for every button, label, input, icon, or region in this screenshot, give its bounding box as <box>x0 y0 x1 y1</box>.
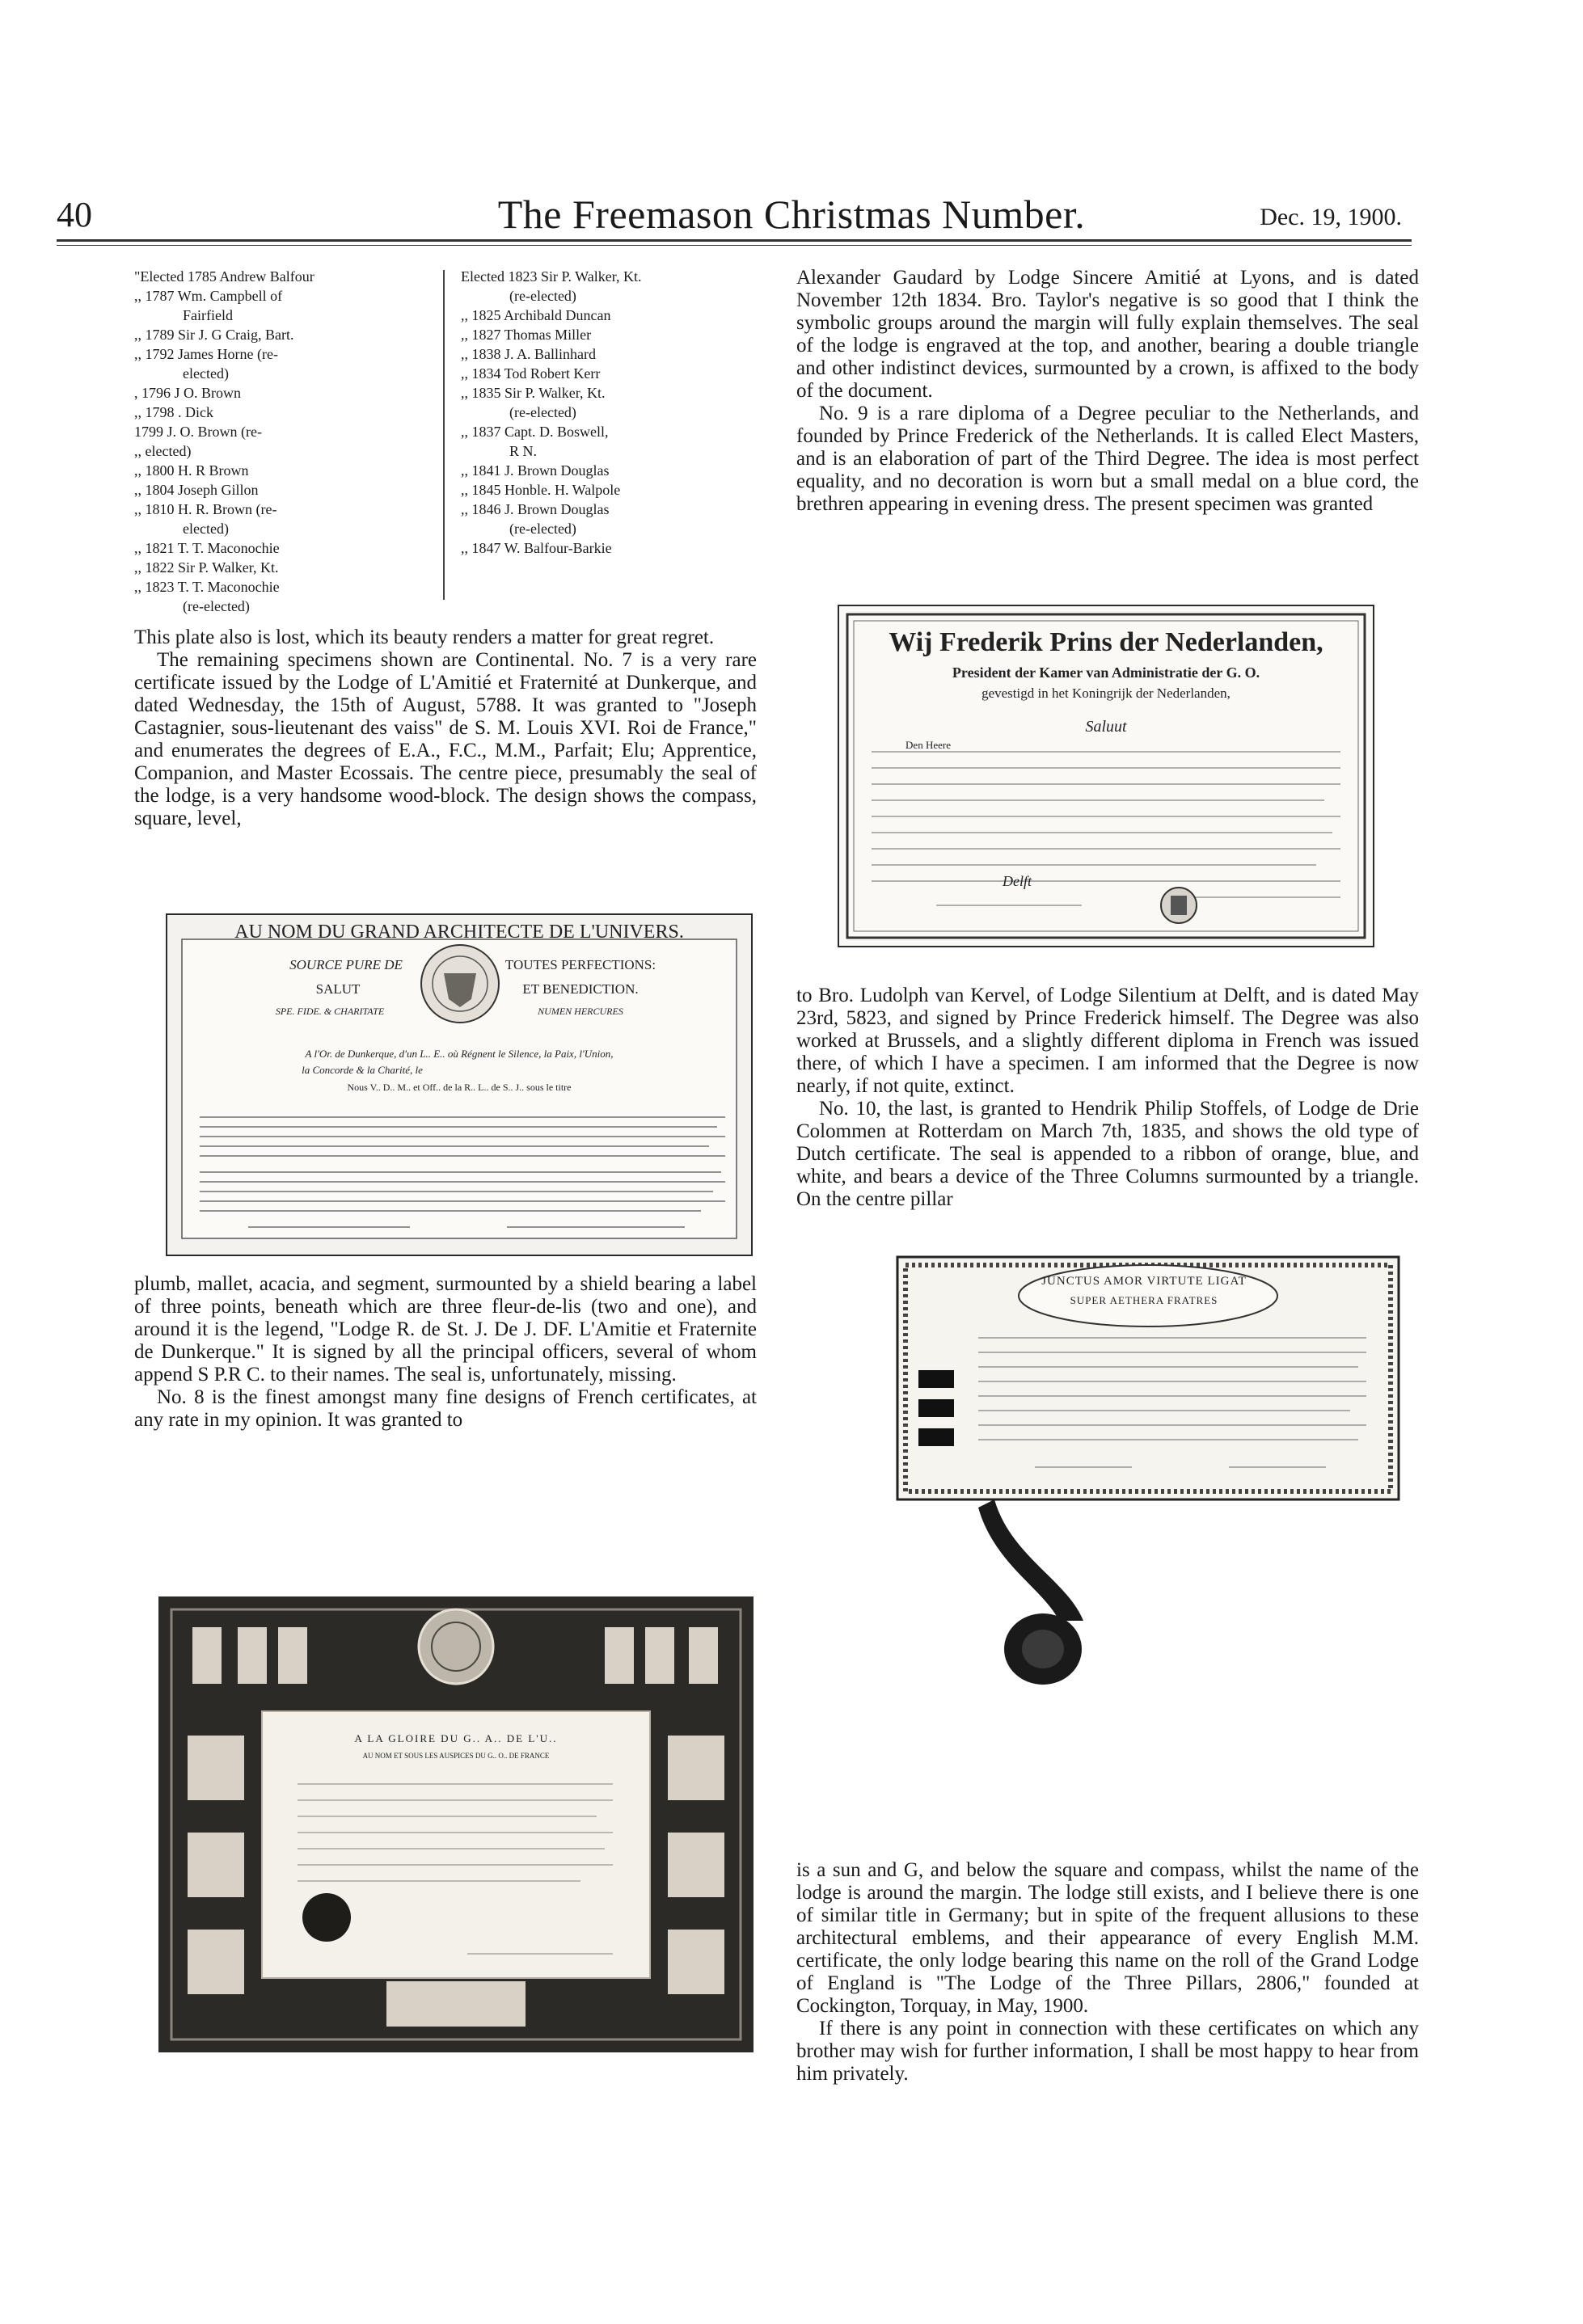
figure-dutch-diploma <box>838 605 1374 947</box>
election-entry: ,, 1837 Capt. D. Boswell, <box>461 424 609 440</box>
paragraph: to Bro. Ludolph van Kervel, of Lodge Silentium at Delft, and is dated May 23rd, 5823, and signed by Prince Frederick himself. The Degree was also worked at Brussels, and a slightly different diploma in French was issued there, of which I have a specimen. I am informed that the Degree is now nearly, if not quite, extinct. <box>796 985 1419 1097</box>
election-entry: ,, elected) <box>134 443 192 459</box>
fig-text: Den Heere <box>905 739 951 751</box>
fig-text: ET BENEDICTION. <box>522 981 639 997</box>
election-entry: ,, 1804 Joseph Gillon <box>134 482 259 498</box>
fig-text: SALUT <box>315 981 361 997</box>
election-entry: ,, 1821 T. T. Maconochie <box>134 540 280 556</box>
election-list-right <box>461 267 776 558</box>
fig-heading: AU NOM DU GRAND ARCHITECTE DE L'UNIVERS. <box>234 922 684 943</box>
fig-text: A l'Or. de Dunkerque, d'un L.. E.. où Régnent le Silence, la Paix, l'Union, <box>305 1048 614 1060</box>
publication-title: The Freemason Christmas Number. <box>497 192 1086 237</box>
figure-stoffels-certificate <box>873 1241 1415 1693</box>
paragraph: This plate also is lost, which its beauty renders a matter for great regret. <box>134 626 715 648</box>
election-entry: ,, 1835 Sir P. Walker, Kt. <box>461 385 606 401</box>
election-entry: Fairfield <box>183 307 233 323</box>
certificate-scan <box>873 1241 1415 1693</box>
election-entry: elected) <box>183 521 229 537</box>
election-entry: (re-elected) <box>509 404 576 420</box>
certificate-scan <box>160 1598 752 2051</box>
paragraph: No. 9 is a rare diploma of a Degree peculiar to the Netherlands, and founded by Prince Frederick of the Netherlands. It is called Elect Masters, and is an elaboration of part of the Third Degree. The idea is most perfect equality, and no decoration is worn but a small medal on a blue cord, the brethren appearing in evening dress. The present specimen was granted <box>796 403 1419 515</box>
election-entry: ,, 1834 Tod Robert Kerr <box>461 365 601 382</box>
header-rule-thin <box>57 245 1412 246</box>
election-entry: ,, 1825 Archibald Duncan <box>461 307 611 323</box>
fig-text: SUPER AETHERA FRATRES <box>1070 1294 1218 1306</box>
paragraph: plumb, mallet, acacia, and segment, surmounted by a shield bearing a label of three points, beneath which are three fleur-de-lis (two and one), and around it is the legend, "Lodge R. de St. J. De J. DF. L'Amitie et Fraternite de Dunkerque." It is signed by all the principal officers, several of whom append S P.R C. to their names. The seal is, unfortunately, missing. <box>134 1273 757 1386</box>
election-entry: ,, 1846 J. Brown Douglas <box>461 501 610 517</box>
right-text-block-2 <box>796 985 1419 1211</box>
election-entry: ,, 1789 Sir J. G Craig, Bart. <box>134 327 294 343</box>
figure-lyons-certificate <box>158 1596 754 2052</box>
paragraph: The remaining specimens shown are Continental. No. 7 is a very rare certificate issued by the Lodge of L'Amitié et Fraternité at Dunkerque, and dated Wednesday, the 15th of August, 5788. It was granted to "Joseph Castagnier, sous-lieutenant des vaiss" de S. M. Louis XVI. Roi de France," and enumerates the degrees of E.A., F.C., M.M., Parfait; Elu; Apprentice, Companion, and Master Ecossais. The centre piece, presumably the seal of the lodge, is a very handsome wood-block. The design shows the compass, square, level, <box>134 649 757 829</box>
fig-text: President der Kamer van Administratie der G. O. <box>952 664 1260 681</box>
election-entry: , 1796 J O. Brown <box>134 385 242 401</box>
fig-text: Delft <box>1003 873 1032 889</box>
paragraph: If there is any point in connection with these certificates on which any brother may wish for further information, I shall be most happy to hear from him privately. <box>796 2018 1419 2085</box>
fig-text: Saluut <box>1085 718 1127 736</box>
election-entry: ,, 1845 Honble. H. Walpole <box>461 482 621 498</box>
header-rule <box>57 239 1412 242</box>
paragraph: No. 8 is the finest amongst many fine designs of French certificates, at any rate in my opinion. It was granted to <box>134 1386 757 1431</box>
election-entry: ,, 1792 James Horne (re- <box>134 346 278 362</box>
fig-text: gevestigd in het Koningrijk der Nederlanden, <box>981 685 1231 701</box>
election-entry: elected) <box>183 365 229 382</box>
issue-date: Dec. 19, 1900. <box>1260 204 1402 230</box>
election-entry: (re-elected) <box>509 288 576 304</box>
paragraph: is a sun and G, and below the square and compass, whilst the name of the lodge is around the margin. The lodge still exists, and I believe there is one of similar title in Germany; but in spite of the frequent allusions to these architectural emblems, and their appearance of every English M.M. certificate, the only lodge bearing this name on the roll of the Grand Lodge of England is "The Lodge of the Three Pillars, 2806," founded at Cockington, Torquay, in May, 1900. <box>796 1859 1419 2017</box>
election-entry: ,, 1823 T. T. Maconochie <box>134 579 280 595</box>
paragraph: Alexander Gaudard by Lodge Sincere Amitié at Lyons, and is dated November 12th 1834. Bro. Taylor's negative is so good that I think the symbolic groups around the margin will fully explain themselves. The seal of the lodge is engraved at the top, and another, bearing a double triangle and other indistinct devices, surmounted by a crown, is affixed to the body of the document. <box>796 267 1419 402</box>
election-entry: ,, 1822 Sir P. Walker, Kt. <box>134 559 279 576</box>
fig-text: SOURCE PURE DE <box>289 957 403 972</box>
election-entry: Elected 1823 Sir P. Walker, Kt. <box>461 268 642 285</box>
paragraph: No. 10, the last, is granted to Hendrik Philip Stoffels, of Lodge de Drie Colommen at Rotterdam on March 7th, 1835, and shows the old type of Dutch certificate. The seal is appended to a ribbon of orange, blue, and white, and bears a device of the Three Columns surmounted by a triangle. On the centre pillar <box>796 1098 1419 1210</box>
election-entry: ,, 1827 Thomas Miller <box>461 327 592 343</box>
election-entry: ,, 1847 W. Balfour-Barkie <box>461 540 612 556</box>
election-entry: ,, 1810 H. R. Brown (re- <box>134 501 277 517</box>
right-text-block-1 <box>796 267 1419 516</box>
fig-text: la Concorde & la Charité, le <box>302 1064 423 1076</box>
election-list-left <box>134 267 433 616</box>
fig-heading: Wij Frederik Prins der Nederlanden, <box>889 627 1323 657</box>
election-entry: ,, 1800 H. R Brown <box>134 462 249 479</box>
election-entry: R N. <box>509 443 538 459</box>
election-entry: "Elected 1785 Andrew Balfour <box>134 268 314 285</box>
fig-text: SPE. FIDE. & CHARITATE <box>275 1006 385 1017</box>
left-text-block-1 <box>134 626 757 830</box>
election-entry: ,, 1841 J. Brown Douglas <box>461 462 610 479</box>
fig-text: Nous V.. D.. M.. et Off.. de la R.. L.. de S.. J.. sous le titre <box>347 1082 572 1093</box>
election-entry: (re-elected) <box>509 521 576 537</box>
fig-heading: JUNCTUS AMOR VIRTUTE LIGAT <box>1041 1275 1247 1288</box>
figure-dunkerque-certificate <box>166 913 753 1256</box>
left-text-block-2 <box>134 1273 757 1432</box>
election-entry: ,, 1787 Wm. Campbell of <box>134 288 283 304</box>
fig-text: AU NOM ET SOUS LES AUSPICES DU G.. O.. DE FRANCE <box>362 1752 550 1760</box>
election-entry: 1799 J. O. Brown (re- <box>134 424 262 440</box>
page-number: 40 <box>57 195 92 234</box>
fig-heading: A LA GLOIRE DU G.. A.. DE L'U.. <box>354 1732 558 1744</box>
election-entry: ,, 1798 . Dick <box>134 404 213 420</box>
right-text-block-3 <box>796 1859 1419 2086</box>
fig-text: NUMEN HERCURES <box>538 1006 623 1017</box>
fig-text: TOUTES PERFECTIONS: <box>504 957 656 972</box>
election-entry: (re-elected) <box>183 598 250 614</box>
election-list-divider <box>443 270 445 600</box>
election-entry: ,, 1838 J. A. Ballinhard <box>461 346 596 362</box>
